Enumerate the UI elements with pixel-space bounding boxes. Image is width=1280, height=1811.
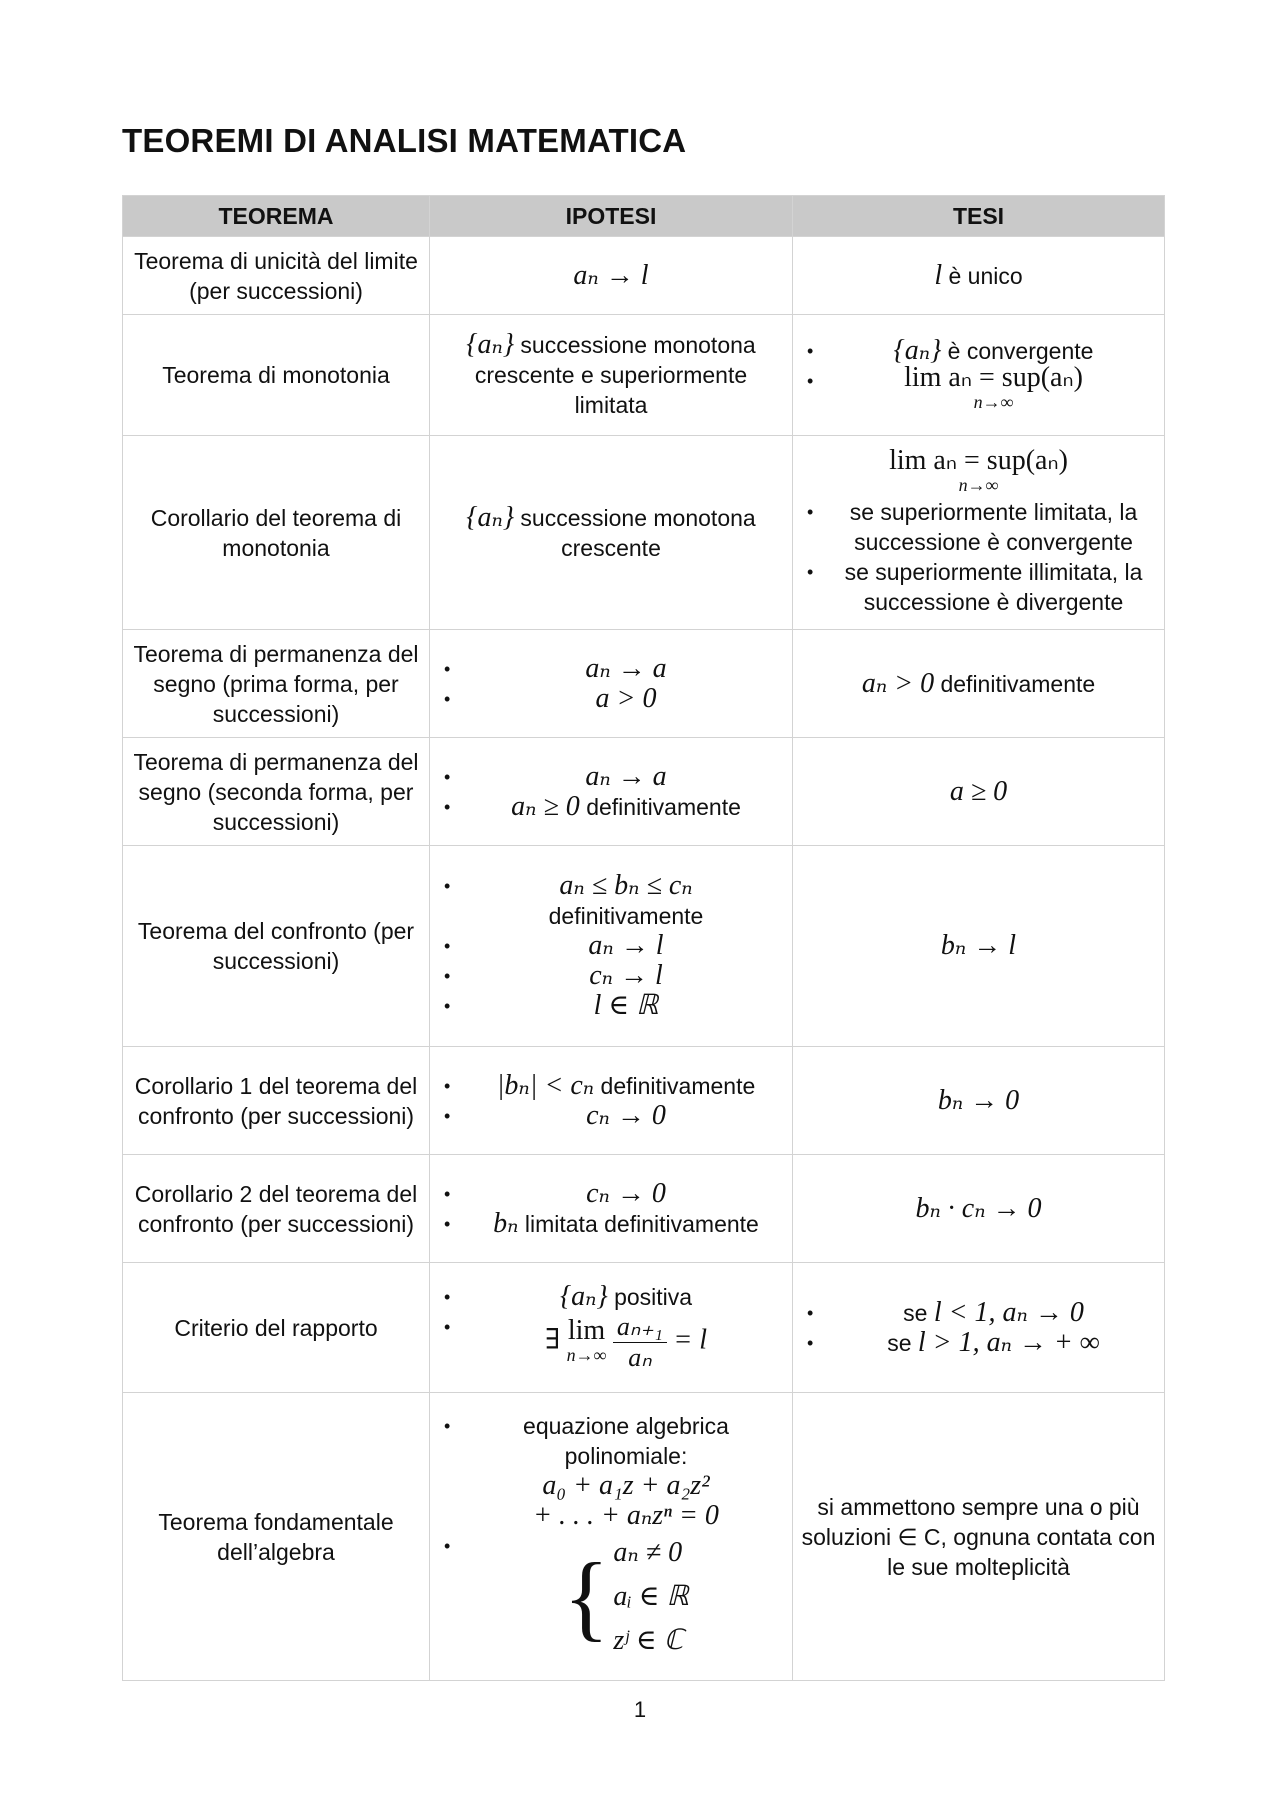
hyp-formula: aᵢ ∈ ℝ	[613, 1580, 689, 1612]
thesis-text: è unico	[942, 262, 1023, 289]
thesis	[793, 237, 1165, 315]
thesis-text: è convergente	[941, 338, 1094, 364]
hyp-text: successione monotona crescente e superiormente limitata	[474, 332, 756, 418]
thesis-formula: {aₙ}	[893, 335, 942, 366]
theorem-name: Criterio del rapporto	[123, 1263, 430, 1393]
limit-word: lim	[567, 1314, 606, 1346]
list-item	[438, 1101, 784, 1131]
list-item	[438, 1282, 784, 1312]
limit-subscript: n→∞	[566, 1344, 607, 1365]
list-item	[801, 362, 1156, 414]
hypothesis	[430, 315, 793, 436]
hyp-formula: aₙ ≠ 0	[613, 1536, 683, 1568]
hyp-text: positiva	[607, 1284, 693, 1310]
list-item	[438, 654, 784, 684]
hyp-list	[438, 871, 784, 1021]
hypothesis	[430, 630, 793, 738]
hyp-formula: aₙ → a	[585, 652, 667, 684]
thesis	[793, 846, 1165, 1047]
limit-expression	[889, 444, 1068, 497]
list-item	[438, 1179, 784, 1209]
thesis-formula: bₙ · cₙ → 0	[915, 1192, 1042, 1224]
hypothesis	[430, 237, 793, 315]
thesis	[793, 1047, 1165, 1155]
hyp-list	[438, 1179, 784, 1239]
theorem-name: Teorema di permanenza del segno (seconda forma, per successioni)	[123, 738, 430, 846]
list-item	[801, 1328, 1156, 1358]
theorem-name: Corollario del teorema di monotonia	[123, 436, 430, 630]
thesis	[793, 436, 1165, 630]
theorem-name: Corollario 2 del teorema del confronto (per successioni)	[123, 1155, 430, 1263]
thesis	[793, 738, 1165, 846]
fraction-denominator: aₙ	[628, 1343, 652, 1372]
hypothesis	[430, 738, 793, 846]
thesis	[793, 630, 1165, 738]
hyp-formula: a₀ + a₁z + a₂z²	[542, 1469, 710, 1501]
hyp-list	[438, 762, 784, 822]
hyp-formula: aₙ ≤ bₙ ≤ cₙ	[559, 870, 693, 901]
condition-system	[563, 1531, 688, 1663]
hyp-formula: + . . . + aₙzⁿ = 0	[533, 1499, 719, 1531]
thesis-text: se	[887, 1329, 918, 1356]
list-item	[438, 762, 784, 792]
limit-formula: • lim aₙ = sup(aₙ)	[904, 362, 1083, 393]
list-item	[438, 1312, 784, 1373]
hyp-formula: {aₙ}	[466, 501, 515, 533]
list-item	[438, 1209, 784, 1239]
hyp-formula: aₙ ≥ 0	[511, 790, 580, 822]
theorem-name: Teorema di monotonia	[123, 315, 430, 436]
page-number: 1	[633, 1697, 647, 1722]
hyp-text: limitata definitivamente	[518, 1210, 759, 1237]
hyp-text: definitivamente	[579, 793, 741, 820]
list-item: • se superiormente limitata, la successione è convergente	[801, 497, 1156, 557]
list-item	[438, 684, 784, 714]
hypothesis	[430, 1047, 793, 1155]
hyp-formula: a > 0	[595, 682, 657, 714]
page-title: TEOREMI DI ANALISI MATEMATICA	[122, 122, 687, 159]
hyp-formula: |bₙ| < cₙ	[496, 1069, 595, 1101]
left-brace: • {	[563, 1542, 610, 1650]
thesis-formula: l < 1, aₙ → 0	[933, 1296, 1084, 1328]
hyp-formula: aₙ → l	[588, 930, 664, 961]
header-teorema: TEOREMA	[123, 196, 430, 237]
exists-symbol: ∃	[544, 1324, 561, 1356]
thesis-list	[801, 1298, 1156, 1358]
theorems-table	[122, 195, 1165, 1681]
ratio-fraction	[613, 1312, 667, 1373]
thesis-list	[801, 336, 1156, 414]
hyp-list	[438, 1282, 784, 1373]
list-item	[438, 1531, 784, 1663]
list-item	[438, 961, 784, 991]
hyp-list	[438, 1411, 784, 1663]
hyp-formula: bₙ	[493, 1207, 519, 1239]
theorem-name: Corollario 1 del teorema del confronto (per successioni)	[123, 1047, 430, 1155]
limit-expression	[566, 1314, 607, 1367]
thesis-text: se	[903, 1299, 934, 1326]
hyp-formula: aₙ → a	[585, 760, 667, 792]
header-ipotesi: IPOTESI	[430, 196, 793, 237]
hyp-formula: cₙ → 0	[586, 1177, 666, 1209]
thesis-formula: a ≥ 0	[949, 775, 1008, 807]
hyp-text: successione monotona crescente	[514, 504, 756, 561]
hyp-list	[438, 654, 784, 714]
header-tesi: TESI	[793, 196, 1165, 237]
table-row	[123, 1263, 1165, 1393]
table-row	[123, 1155, 1165, 1263]
list-item: • se superiormente illimitata, la successione è divergente	[801, 557, 1156, 617]
table-row	[123, 436, 1165, 630]
thesis-formula: bₙ → l	[940, 930, 1017, 961]
fraction-numerator: aₙ₊₁	[613, 1312, 667, 1343]
hypothesis	[430, 1393, 793, 1681]
hyp-formula: = l	[673, 1324, 708, 1356]
table-row	[123, 237, 1165, 315]
list-item	[438, 871, 784, 931]
list-item	[438, 1411, 784, 1531]
table-row	[123, 846, 1165, 1047]
thesis-text: definitivamente	[934, 670, 1096, 697]
thesis	[793, 315, 1165, 436]
limit-formula: lim aₙ = sup(aₙ)	[889, 444, 1068, 476]
table-row	[123, 315, 1165, 436]
table-row	[123, 630, 1165, 738]
thesis	[793, 1155, 1165, 1263]
list-item	[438, 792, 784, 822]
hypothesis	[430, 436, 793, 630]
hyp-text: definitivamente	[548, 903, 704, 929]
hyp-formula: {aₙ}	[466, 329, 515, 360]
thesis: si ammettono sempre una o più soluzioni ∈ C, ognuna contata con le sue molteplicità	[793, 1393, 1165, 1681]
hypothesis	[430, 1155, 793, 1263]
hyp-text: definitivamente	[594, 1072, 756, 1099]
table-header-row	[123, 196, 1165, 237]
thesis-formula: l	[934, 259, 943, 291]
table-row	[123, 1047, 1165, 1155]
thesis-formula: aₙ > 0	[861, 667, 935, 699]
hyp-formula: zʲ ∈ ℂ	[613, 1624, 684, 1656]
table-row	[123, 1393, 1165, 1681]
thesis-formula: bₙ → 0	[937, 1084, 1020, 1116]
limit-subscript: n→∞	[958, 474, 999, 495]
list-item	[438, 991, 784, 1021]
limit-subscript: n→∞	[973, 392, 1014, 412]
hyp-formula: cₙ → l	[589, 960, 663, 991]
list-item	[438, 1071, 784, 1101]
hypothesis	[430, 846, 793, 1047]
thesis-list	[801, 497, 1156, 617]
thesis-formula: l > 1, aₙ → + ∞	[917, 1326, 1100, 1358]
hyp-formula: l ∈ ℝ	[593, 990, 659, 1021]
hyp-list	[438, 1071, 784, 1131]
theorem-name: Teorema di unicità del limite (per successioni)	[123, 237, 430, 315]
thesis	[793, 1263, 1165, 1393]
hypothesis	[430, 1263, 793, 1393]
list-item	[801, 1298, 1156, 1328]
theorem-name: Teorema del confronto (per successioni)	[123, 846, 430, 1047]
theorem-name: Teorema fondamentale dell’algebra	[123, 1393, 430, 1681]
table-row	[123, 738, 1165, 846]
hyp-formula: cₙ → 0	[586, 1099, 666, 1131]
hyp-text: equazione algebrica polinomiale:	[523, 1412, 729, 1469]
list-item	[438, 931, 784, 961]
hyp-formula: {aₙ}	[559, 1281, 608, 1312]
limit-expression	[904, 362, 1083, 414]
hyp-formula: aₙ → l	[573, 259, 649, 291]
theorem-name: Teorema di permanenza del segno (prima forma, per successioni)	[123, 630, 430, 738]
